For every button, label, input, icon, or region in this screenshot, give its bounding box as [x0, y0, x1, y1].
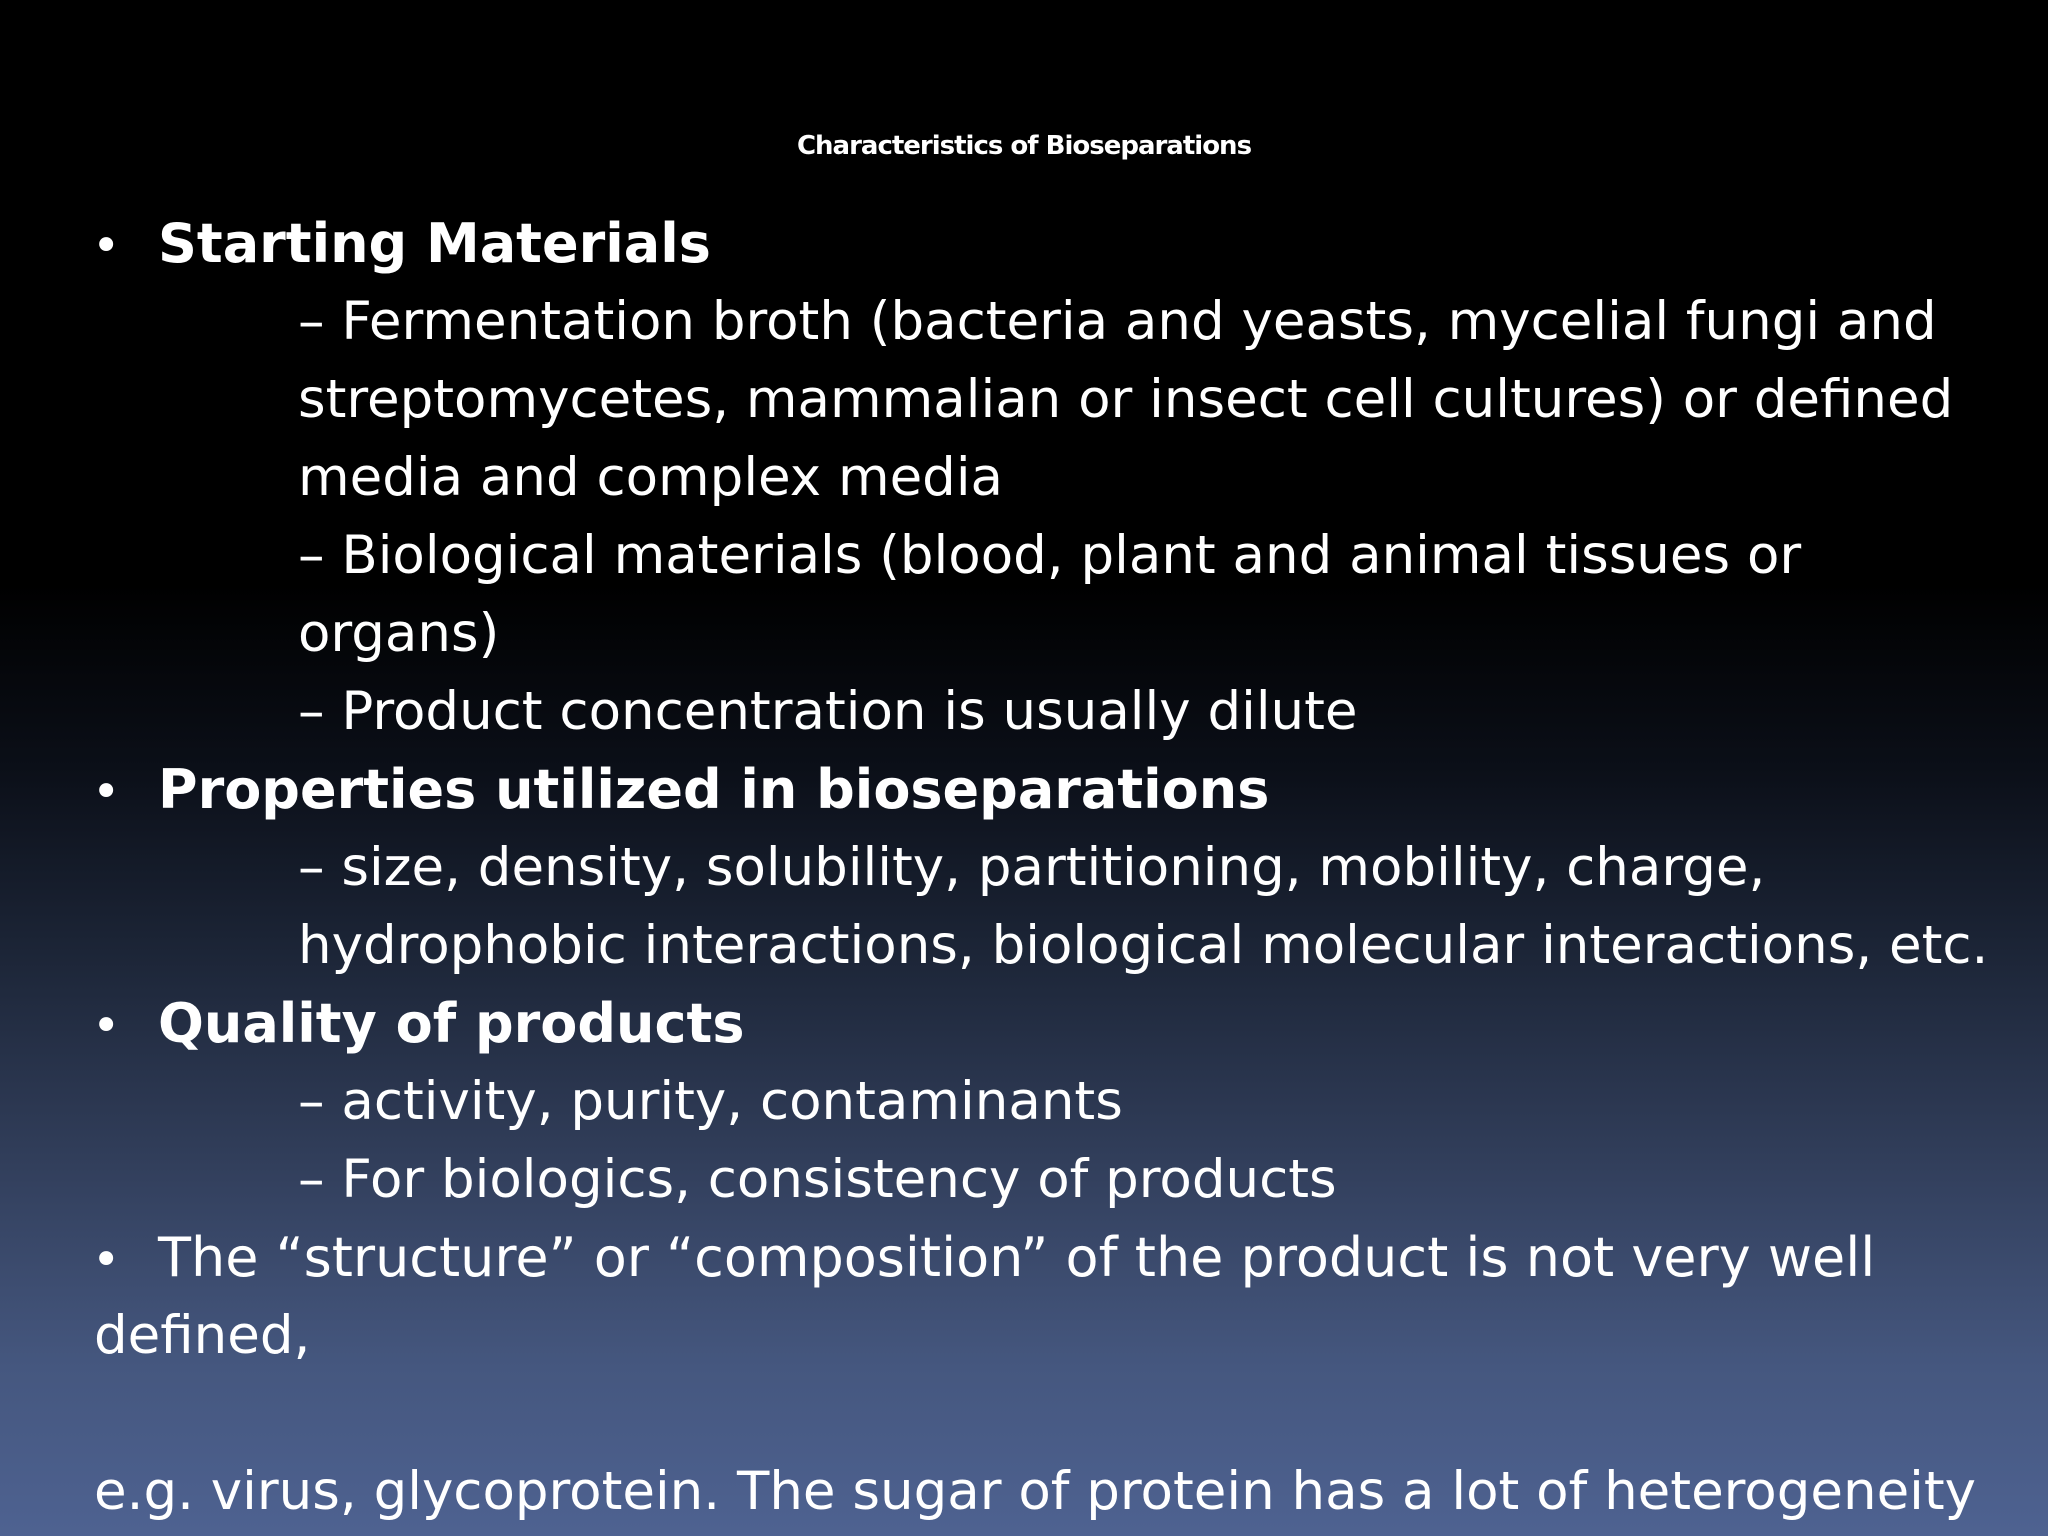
bullet-quality [92, 985, 744, 1065]
sub-line: – Product concentration is usually dilute [298, 681, 1358, 742]
sub-line: hydrophobic interactions, biological molecular interactions, etc. [298, 915, 1989, 976]
sub-line: – Fermentation broth (bacteria and yeasts, mycelial fungi and [298, 291, 1937, 352]
slide-title: Characteristics of Bioseparations [796, 131, 1252, 161]
bullet-starting-materials [92, 205, 711, 285]
bullet-properties [92, 751, 1269, 831]
bullet-heading: Starting Materials [158, 212, 711, 275]
sub-line: – Biological materials (blood, plant and animal tissues or [298, 525, 1802, 586]
sub-line: streptomycetes, mammalian or insect cell cultures) or defined [298, 369, 1954, 430]
sub-line: – size, density, solubility, partitioning, mobility, charge, [298, 837, 1766, 898]
sub-line: – For biologics, consistency of products [298, 1149, 1337, 1210]
continuation-line: defined, [94, 1305, 311, 1366]
bullet-dot: • [92, 1232, 121, 1288]
bullet-text: The “structure” or “composition” of the product is not very well [158, 1226, 1876, 1289]
bullet-dot: • [92, 764, 121, 820]
bullet-structure [92, 1219, 1875, 1299]
sub-line: organs) [298, 603, 500, 664]
bullet-heading: Properties utilized in bioseparations [158, 758, 1270, 821]
bullet-dot: • [92, 218, 121, 274]
sub-line: – activity, purity, contaminants [298, 1071, 1123, 1132]
sub-line: media and complex media [298, 447, 1004, 508]
bullet-dot: • [92, 998, 121, 1054]
bullet-heading: Quality of products [158, 992, 745, 1055]
example-line: e.g. virus, glycoprotein. The sugar of protein has a lot of heterogeneity [94, 1461, 1977, 1522]
